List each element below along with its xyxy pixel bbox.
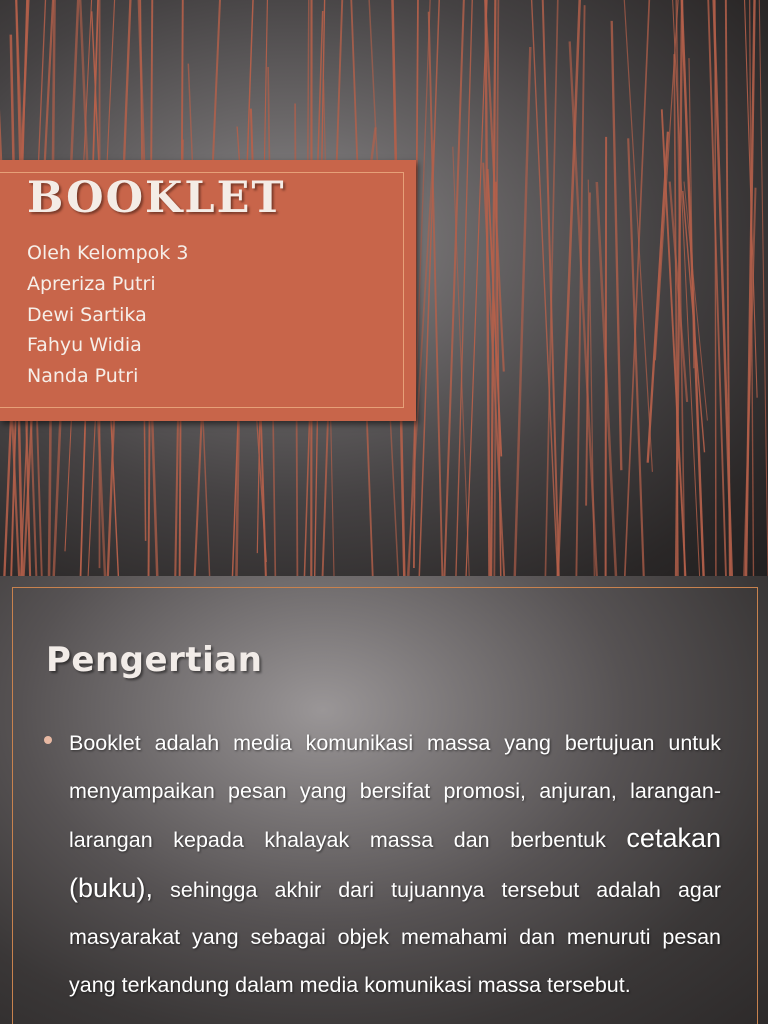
decorative-stripe <box>625 0 650 576</box>
decorative-stripe <box>586 193 590 506</box>
decorative-stripe <box>444 0 464 576</box>
definition-paragraph <box>69 720 721 1009</box>
member-name: Fahyu Widia <box>27 334 142 357</box>
member-list <box>27 238 188 392</box>
member-name: Apreriza Putri <box>27 272 156 295</box>
paragraph-emphasis: cetakan (buku), <box>69 823 721 903</box>
slide-title-text: BOOKLET <box>27 173 286 223</box>
decorative-stripe <box>612 21 622 470</box>
decorative-stripe <box>419 0 439 576</box>
decorative-stripe <box>515 47 531 576</box>
decorative-stripe <box>558 0 580 576</box>
decorative-stripe <box>715 0 716 576</box>
decorative-stripe <box>759 0 768 576</box>
member-name: Dewi Sartika <box>27 303 147 326</box>
member-name: Nanda Putri <box>27 365 139 388</box>
paragraph-text: Booklet adalah media komunikasi massa yang bertujuan untuk menyampaikan pesan yang bersifat promosi, anjuran, larangan-larangan kepada khalayak massa dan berbentuk <box>69 731 721 852</box>
bullet-icon <box>44 736 52 744</box>
group-label: Oleh Kelompok 3 <box>27 242 189 264</box>
decorative-stripe <box>466 0 487 576</box>
decorative-stripe <box>606 137 607 576</box>
slide-definition <box>0 576 768 1024</box>
paragraph-text: sehingga akhir dari tujuannya tersebut adalah agar masyarakat yang sebagai objek memahami dan menuruti pesan yang terkandung dalam media komunikasi massa tersebut. <box>69 877 721 997</box>
slide-heading: Pengertian <box>46 640 263 680</box>
